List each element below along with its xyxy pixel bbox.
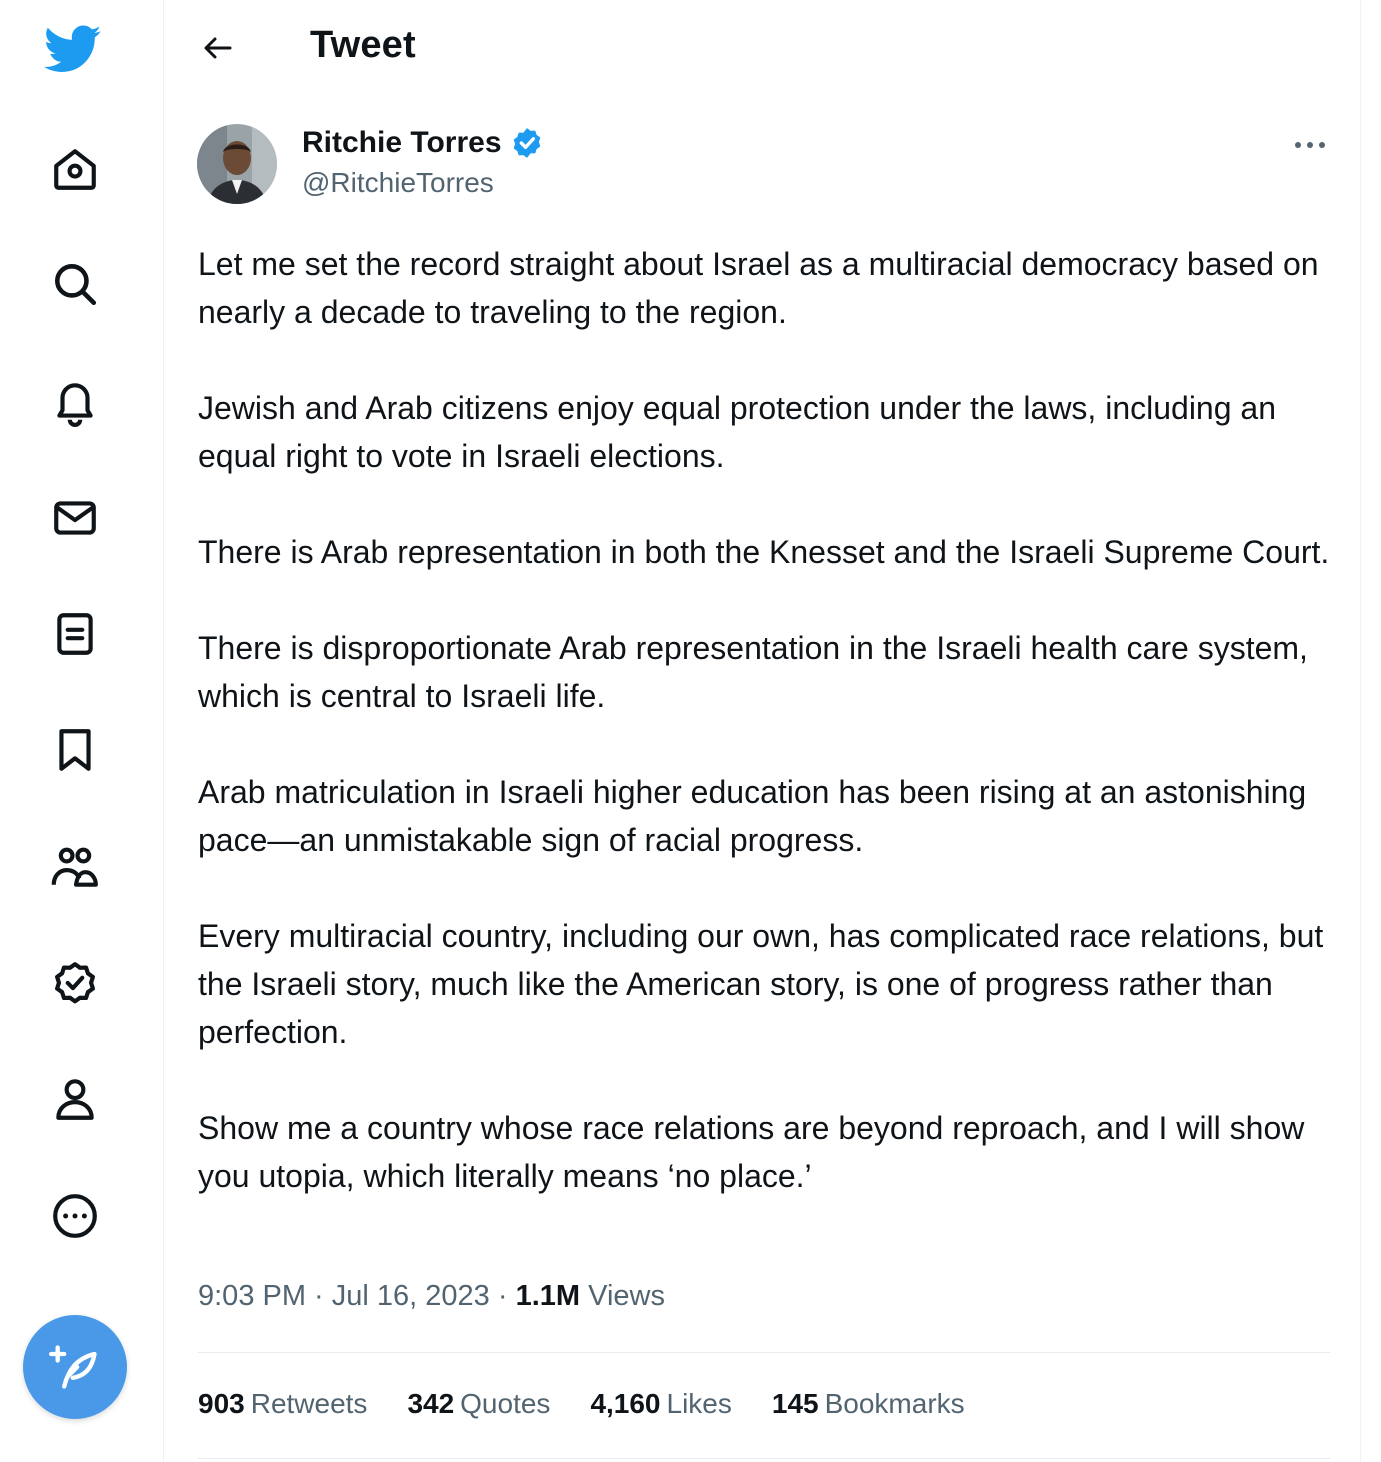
- bell-icon[interactable]: [46, 373, 104, 431]
- quotes-stat[interactable]: [407, 1388, 550, 1420]
- divider: [198, 1458, 1330, 1459]
- compose-tweet-button[interactable]: [23, 1315, 127, 1419]
- retweets-stat[interactable]: [198, 1388, 367, 1420]
- more-options-button[interactable]: [1290, 130, 1330, 160]
- more-circle-icon[interactable]: [46, 1187, 104, 1245]
- mail-icon[interactable]: [46, 489, 104, 547]
- ellipsis-icon: [1293, 140, 1327, 150]
- stat-label: Bookmarks: [824, 1388, 965, 1419]
- home-icon[interactable]: [46, 140, 104, 198]
- tweet-paragraph: There is disproportionate Arab representation in the Israeli health care system, which is central to Israeli life.: [198, 630, 1308, 714]
- views-count: 1.1M: [515, 1280, 581, 1312]
- sidebar-nav: [0, 0, 164, 1462]
- communities-icon[interactable]: [46, 838, 104, 896]
- search-icon[interactable]: [46, 255, 104, 313]
- tweet-stats: [198, 1388, 965, 1420]
- column-divider: [1360, 0, 1361, 1462]
- likes-stat[interactable]: [590, 1388, 731, 1420]
- tweet-paragraph: Arab matriculation in Israeli higher education has been rising at an astonishing pace—an unmistakable sign of racial progress.: [198, 774, 1307, 858]
- avatar[interactable]: [197, 124, 277, 204]
- arrow-left-icon: [200, 30, 236, 66]
- author-name-text: Ritchie Torres: [302, 126, 502, 159]
- tweet-meta: [198, 1280, 665, 1313]
- verified-icon[interactable]: [46, 955, 104, 1013]
- list-icon[interactable]: [46, 605, 104, 663]
- verified-badge-icon: [510, 126, 544, 160]
- tweet-paragraph: Every multiracial country, including our own, has complicated race relations, but the Israeli story, much like the American story, is one of progress rather than perfection.: [198, 918, 1324, 1050]
- tweet-date[interactable]: Jul 16, 2023: [331, 1280, 490, 1312]
- page-title: Tweet: [310, 24, 416, 66]
- bookmarks-stat[interactable]: [772, 1388, 965, 1420]
- stat-count: 4,160: [590, 1388, 661, 1419]
- tweet-paragraph: Jewish and Arab citizens enjoy equal protection under the laws, including an equal right to vote in Israeli elections.: [198, 390, 1276, 474]
- tweet-time[interactable]: 9:03 PM: [198, 1280, 306, 1312]
- twitter-logo-icon[interactable]: [44, 20, 102, 78]
- tweet-text: [198, 240, 1338, 1200]
- stat-count: 145: [771, 1388, 819, 1419]
- bookmark-icon[interactable]: [46, 721, 104, 779]
- back-button[interactable]: [196, 26, 240, 70]
- meta-separator: ·: [489, 1280, 516, 1312]
- stat-label: Quotes: [460, 1388, 551, 1419]
- meta-separator: ·: [306, 1280, 332, 1312]
- stat-label: Likes: [666, 1388, 732, 1419]
- tweet-paragraph: Show me a country whose race relations are beyond reproach, and I will show you utopia, which literally means ‘no place.’: [198, 1110, 1305, 1194]
- stat-count: 903: [198, 1388, 245, 1419]
- stat-count: 342: [407, 1388, 455, 1419]
- profile-icon[interactable]: [46, 1070, 104, 1128]
- divider: [198, 1352, 1330, 1353]
- author-display-name[interactable]: [302, 126, 544, 160]
- views-label: Views: [588, 1280, 665, 1312]
- author-handle[interactable]: @RitchieTorres: [302, 167, 494, 198]
- stat-label: Retweets: [250, 1388, 368, 1419]
- tweet-paragraph: There is Arab representation in both the Knesset and the Israeli Supreme Court.: [198, 534, 1330, 570]
- compose-feather-icon: [49, 1341, 101, 1393]
- tweet-paragraph: Let me set the record straight about Israel as a multiracial democracy based on nearly a decade to traveling to the region.: [198, 246, 1319, 330]
